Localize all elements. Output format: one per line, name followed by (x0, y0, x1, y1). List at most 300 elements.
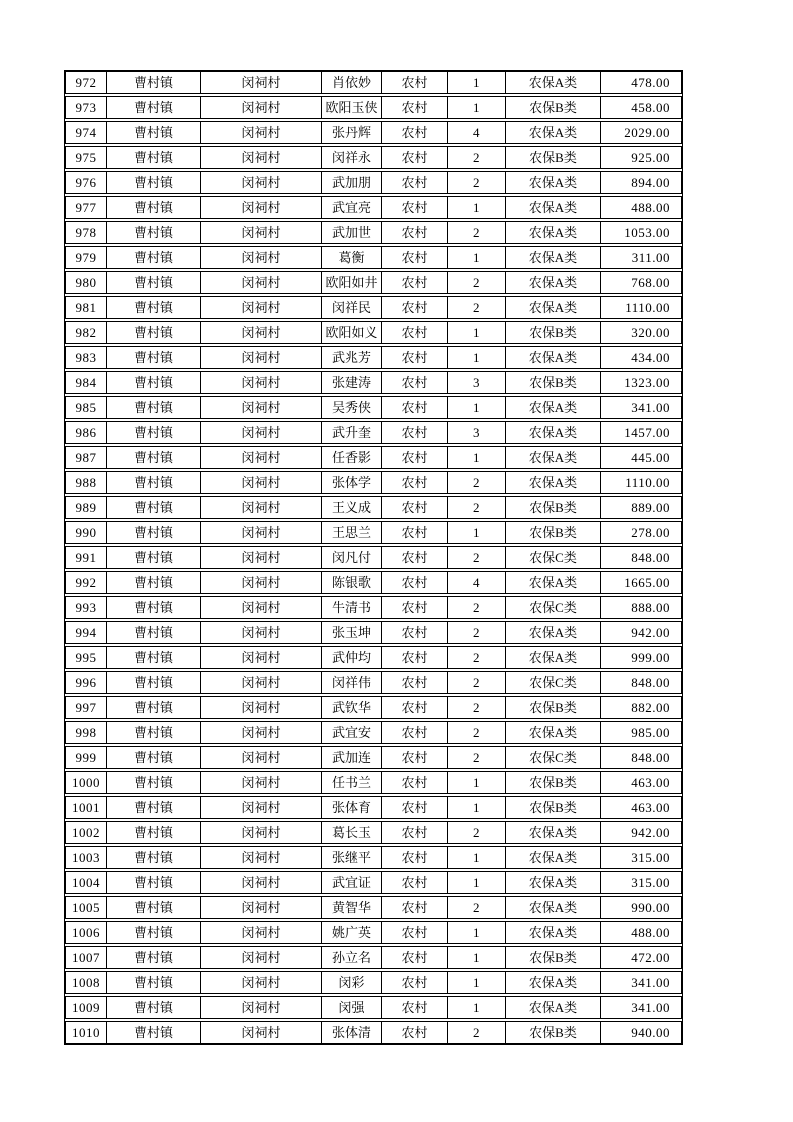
town-cell: 曹村镇 (107, 672, 201, 693)
amount-cell: 463.00 (631, 775, 670, 790)
table-row (65, 146, 682, 169)
amount-cell: 463.00 (631, 800, 670, 815)
name-cell: 肖依妙 (322, 72, 382, 93)
name-cell: 欧阳如义 (322, 322, 382, 343)
area-type-cell: 农村 (382, 997, 448, 1018)
town-cell: 曹村镇 (107, 622, 201, 643)
table-row (65, 471, 682, 494)
serial-number-cell: 977 (66, 197, 107, 218)
area-type-cell: 农村 (382, 872, 448, 893)
area-type-cell: 农村 (382, 797, 448, 818)
amount-cell: 942.00 (631, 825, 670, 840)
person-count-cell: 1 (448, 197, 506, 218)
serial-number-cell: 983 (66, 347, 107, 368)
town-cell: 曹村镇 (107, 722, 201, 743)
serial-number-cell: 989 (66, 497, 107, 518)
village-cell: 闵祠村 (201, 472, 322, 493)
serial-number-cell: 974 (66, 122, 107, 143)
area-type-cell: 农村 (382, 947, 448, 968)
table-row (65, 446, 682, 469)
person-count-cell: 1 (448, 797, 506, 818)
person-count-cell: 2 (448, 272, 506, 293)
serial-number-cell: 975 (66, 147, 107, 168)
amount-cell: 990.00 (631, 900, 670, 915)
name-cell: 武加连 (322, 747, 382, 768)
table-row (65, 346, 682, 369)
town-cell: 曹村镇 (107, 972, 201, 993)
name-cell: 黄智华 (322, 897, 382, 918)
serial-number-cell: 980 (66, 272, 107, 293)
table-row (65, 1021, 682, 1044)
serial-number-cell: 1005 (66, 897, 107, 918)
name-cell: 张玉坤 (322, 622, 382, 643)
person-count-cell: 1 (448, 922, 506, 943)
person-count-cell: 1 (448, 72, 506, 93)
name-cell: 武加世 (322, 222, 382, 243)
town-cell: 曹村镇 (107, 122, 201, 143)
person-count-cell: 2 (448, 172, 506, 193)
table-row (65, 271, 682, 294)
amount-cell: 925.00 (631, 150, 670, 165)
serial-number-cell: 993 (66, 597, 107, 618)
name-cell: 武仲均 (322, 647, 382, 668)
amount-cell: 1110.00 (625, 300, 670, 315)
town-cell: 曹村镇 (107, 272, 201, 293)
name-cell: 王义成 (322, 497, 382, 518)
serial-number-cell: 1009 (66, 997, 107, 1018)
amount-cell: 768.00 (631, 275, 670, 290)
name-cell: 牛清书 (322, 597, 382, 618)
village-cell: 闵祠村 (201, 572, 322, 593)
town-cell: 曹村镇 (107, 147, 201, 168)
serial-number-cell: 984 (66, 372, 107, 393)
insurance-category-cell: 农保A类 (506, 122, 601, 143)
person-count-cell: 1 (448, 972, 506, 993)
area-type-cell: 农村 (382, 922, 448, 943)
village-cell: 闵祠村 (201, 647, 322, 668)
town-cell: 曹村镇 (107, 447, 201, 468)
amount-cell: 445.00 (631, 450, 670, 465)
person-count-cell: 3 (448, 372, 506, 393)
village-cell: 闵祠村 (201, 797, 322, 818)
village-cell: 闵祠村 (201, 172, 322, 193)
insurance-category-cell: 农保B类 (506, 1022, 601, 1043)
area-type-cell: 农村 (382, 672, 448, 693)
name-cell: 武宜亮 (322, 197, 382, 218)
name-cell: 欧阳如井 (322, 272, 382, 293)
town-cell: 曹村镇 (107, 372, 201, 393)
town-cell: 曹村镇 (107, 172, 201, 193)
amount-cell: 311.00 (631, 250, 670, 265)
table-row (65, 321, 682, 344)
village-cell: 闵祠村 (201, 822, 322, 843)
person-count-cell: 1 (448, 522, 506, 543)
area-type-cell: 农村 (382, 722, 448, 743)
area-type-cell: 农村 (382, 547, 448, 568)
town-cell: 曹村镇 (107, 72, 201, 93)
insurance-category-cell: 农保A类 (506, 422, 601, 443)
person-count-cell: 2 (448, 222, 506, 243)
town-cell: 曹村镇 (107, 572, 201, 593)
serial-number-cell: 979 (66, 247, 107, 268)
area-type-cell: 农村 (382, 747, 448, 768)
village-cell: 闵祠村 (201, 447, 322, 468)
table-row (65, 821, 682, 844)
insurance-category-cell: 农保A类 (506, 447, 601, 468)
insurance-category-cell: 农保A类 (506, 997, 601, 1018)
insurance-category-cell: 农保A类 (506, 197, 601, 218)
area-type-cell: 农村 (382, 597, 448, 618)
person-count-cell: 1 (448, 322, 506, 343)
table-row (65, 296, 682, 319)
amount-cell: 488.00 (631, 925, 670, 940)
town-cell: 曹村镇 (107, 547, 201, 568)
area-type-cell: 农村 (382, 647, 448, 668)
serial-number-cell: 985 (66, 397, 107, 418)
amount-cell: 848.00 (631, 675, 670, 690)
village-cell: 闵祠村 (201, 372, 322, 393)
name-cell: 闵强 (322, 997, 382, 1018)
village-cell: 闵祠村 (201, 222, 322, 243)
town-cell: 曹村镇 (107, 747, 201, 768)
serial-number-cell: 981 (66, 297, 107, 318)
amount-cell: 278.00 (631, 525, 670, 540)
insurance-category-cell: 农保A类 (506, 822, 601, 843)
table-row (65, 846, 682, 869)
village-cell: 闵祠村 (201, 922, 322, 943)
person-count-cell: 1 (448, 997, 506, 1018)
name-cell: 武加朋 (322, 172, 382, 193)
table-row (65, 671, 682, 694)
serial-number-cell: 987 (66, 447, 107, 468)
town-cell: 曹村镇 (107, 922, 201, 943)
area-type-cell: 农村 (382, 822, 448, 843)
town-cell: 曹村镇 (107, 422, 201, 443)
insurance-category-cell: 农保B类 (506, 797, 601, 818)
name-cell: 张体育 (322, 797, 382, 818)
person-count-cell: 1 (448, 772, 506, 793)
town-cell: 曹村镇 (107, 797, 201, 818)
person-count-cell: 1 (448, 847, 506, 868)
amount-cell: 341.00 (631, 975, 670, 990)
village-cell: 闵祠村 (201, 72, 322, 93)
village-cell: 闵祠村 (201, 297, 322, 318)
person-count-cell: 2 (448, 297, 506, 318)
serial-number-cell: 1008 (66, 972, 107, 993)
area-type-cell: 农村 (382, 197, 448, 218)
amount-cell: 320.00 (631, 325, 670, 340)
person-count-cell: 2 (448, 747, 506, 768)
table-row (65, 396, 682, 419)
person-count-cell: 4 (448, 122, 506, 143)
amount-cell: 940.00 (631, 1025, 670, 1040)
table-row (65, 721, 682, 744)
table-row (65, 521, 682, 544)
person-count-cell: 1 (448, 247, 506, 268)
serial-number-cell: 1003 (66, 847, 107, 868)
table-row (65, 871, 682, 894)
person-count-cell: 2 (448, 822, 506, 843)
insurance-category-cell: 农保A类 (506, 922, 601, 943)
town-cell: 曹村镇 (107, 897, 201, 918)
area-type-cell: 农村 (382, 847, 448, 868)
table-row (65, 121, 682, 144)
name-cell: 张体清 (322, 1022, 382, 1043)
area-type-cell: 农村 (382, 247, 448, 268)
village-cell: 闵祠村 (201, 147, 322, 168)
person-count-cell: 2 (448, 147, 506, 168)
area-type-cell: 农村 (382, 172, 448, 193)
town-cell: 曹村镇 (107, 522, 201, 543)
person-count-cell: 1 (448, 347, 506, 368)
person-count-cell: 2 (448, 547, 506, 568)
table-row (65, 546, 682, 569)
name-cell: 武升奎 (322, 422, 382, 443)
amount-cell: 999.00 (631, 650, 670, 665)
village-cell: 闵祠村 (201, 847, 322, 868)
insurance-category-cell: 农保B类 (506, 522, 601, 543)
area-type-cell: 农村 (382, 697, 448, 718)
person-count-cell: 2 (448, 647, 506, 668)
village-cell: 闵祠村 (201, 547, 322, 568)
name-cell: 葛长玉 (322, 822, 382, 843)
village-cell: 闵祠村 (201, 997, 322, 1018)
amount-cell: 315.00 (631, 875, 670, 890)
name-cell: 欧阳玉侠 (322, 97, 382, 118)
amount-cell: 1110.00 (625, 475, 670, 490)
person-count-cell: 2 (448, 897, 506, 918)
town-cell: 曹村镇 (107, 997, 201, 1018)
insurance-category-cell: 农保C类 (506, 597, 601, 618)
amount-cell: 1053.00 (624, 225, 670, 240)
name-cell: 闵祥永 (322, 147, 382, 168)
area-type-cell: 农村 (382, 72, 448, 93)
village-cell: 闵祠村 (201, 947, 322, 968)
table-row (65, 71, 682, 94)
insurance-category-cell: 农保A类 (506, 297, 601, 318)
table-row (65, 596, 682, 619)
name-cell: 武宜证 (322, 872, 382, 893)
amount-cell: 942.00 (631, 625, 670, 640)
name-cell: 姚广英 (322, 922, 382, 943)
amount-cell: 458.00 (631, 100, 670, 115)
table-row (65, 621, 682, 644)
amount-cell: 1323.00 (624, 375, 670, 390)
amount-cell: 341.00 (631, 400, 670, 415)
town-cell: 曹村镇 (107, 872, 201, 893)
village-cell: 闵祠村 (201, 322, 322, 343)
name-cell: 武兆芳 (322, 347, 382, 368)
insurance-category-cell: 农保A类 (506, 647, 601, 668)
insurance-category-cell: 农保A类 (506, 847, 601, 868)
amount-cell: 848.00 (631, 550, 670, 565)
town-cell: 曹村镇 (107, 97, 201, 118)
village-cell: 闵祠村 (201, 972, 322, 993)
serial-number-cell: 1004 (66, 872, 107, 893)
area-type-cell: 农村 (382, 297, 448, 318)
table-row (65, 171, 682, 194)
person-count-cell: 2 (448, 1022, 506, 1043)
table-row (65, 771, 682, 794)
serial-number-cell: 1001 (66, 797, 107, 818)
serial-number-cell: 1007 (66, 947, 107, 968)
area-type-cell: 农村 (382, 572, 448, 593)
person-count-cell: 1 (448, 872, 506, 893)
village-cell: 闵祠村 (201, 347, 322, 368)
insurance-category-cell: 农保A类 (506, 347, 601, 368)
village-cell: 闵祠村 (201, 272, 322, 293)
insurance-category-cell: 农保A类 (506, 622, 601, 643)
amount-cell: 882.00 (631, 700, 670, 715)
insurance-category-cell: 农保A类 (506, 872, 601, 893)
village-cell: 闵祠村 (201, 722, 322, 743)
serial-number-cell: 992 (66, 572, 107, 593)
person-count-cell: 1 (448, 397, 506, 418)
insurance-category-cell: 农保A类 (506, 572, 601, 593)
insurance-category-cell: 农保A类 (506, 272, 601, 293)
area-type-cell: 农村 (382, 772, 448, 793)
town-cell: 曹村镇 (107, 647, 201, 668)
village-cell: 闵祠村 (201, 397, 322, 418)
town-cell: 曹村镇 (107, 947, 201, 968)
village-cell: 闵祠村 (201, 597, 322, 618)
area-type-cell: 农村 (382, 497, 448, 518)
name-cell: 吴秀侠 (322, 397, 382, 418)
table-row (65, 896, 682, 919)
insurance-category-cell: 农保B类 (506, 697, 601, 718)
person-count-cell: 2 (448, 497, 506, 518)
name-cell: 闵祥民 (322, 297, 382, 318)
person-count-cell: 1 (448, 947, 506, 968)
village-cell: 闵祠村 (201, 422, 322, 443)
village-cell: 闵祠村 (201, 697, 322, 718)
village-cell: 闵祠村 (201, 247, 322, 268)
person-count-cell: 1 (448, 447, 506, 468)
table-row (65, 696, 682, 719)
amount-cell: 315.00 (631, 850, 670, 865)
name-cell: 任书兰 (322, 772, 382, 793)
area-type-cell: 农村 (382, 447, 448, 468)
village-cell: 闵祠村 (201, 897, 322, 918)
area-type-cell: 农村 (382, 347, 448, 368)
insurance-category-cell: 农保B类 (506, 947, 601, 968)
amount-cell: 889.00 (631, 500, 670, 515)
area-type-cell: 农村 (382, 222, 448, 243)
person-count-cell: 2 (448, 697, 506, 718)
serial-number-cell: 982 (66, 322, 107, 343)
table-row (65, 746, 682, 769)
person-count-cell: 2 (448, 622, 506, 643)
table-row (65, 246, 682, 269)
table-row (65, 371, 682, 394)
area-type-cell: 农村 (382, 372, 448, 393)
area-type-cell: 农村 (382, 272, 448, 293)
name-cell: 武宜安 (322, 722, 382, 743)
person-count-cell: 1 (448, 97, 506, 118)
town-cell: 曹村镇 (107, 297, 201, 318)
table-row (65, 196, 682, 219)
village-cell: 闵祠村 (201, 622, 322, 643)
insurance-category-cell: 农保A类 (506, 897, 601, 918)
table-row (65, 421, 682, 444)
area-type-cell: 农村 (382, 322, 448, 343)
serial-number-cell: 976 (66, 172, 107, 193)
amount-cell: 888.00 (631, 600, 670, 615)
village-cell: 闵祠村 (201, 97, 322, 118)
insurance-category-cell: 农保A类 (506, 397, 601, 418)
village-cell: 闵祠村 (201, 522, 322, 543)
insurance-category-cell: 农保C类 (506, 672, 601, 693)
area-type-cell: 农村 (382, 472, 448, 493)
name-cell: 张体学 (322, 472, 382, 493)
serial-number-cell: 1010 (66, 1022, 107, 1043)
table-row (65, 921, 682, 944)
person-count-cell: 2 (448, 722, 506, 743)
area-type-cell: 农村 (382, 122, 448, 143)
insurance-category-cell: 农保A类 (506, 722, 601, 743)
town-cell: 曹村镇 (107, 322, 201, 343)
town-cell: 曹村镇 (107, 497, 201, 518)
village-cell: 闵祠村 (201, 197, 322, 218)
name-cell: 闵彩 (322, 972, 382, 993)
town-cell: 曹村镇 (107, 247, 201, 268)
amount-cell: 2029.00 (624, 125, 670, 140)
amount-cell: 1665.00 (624, 575, 670, 590)
name-cell: 武钦华 (322, 697, 382, 718)
serial-number-cell: 999 (66, 747, 107, 768)
town-cell: 曹村镇 (107, 1022, 201, 1043)
village-cell: 闵祠村 (201, 872, 322, 893)
amount-cell: 341.00 (631, 1000, 670, 1015)
person-count-cell: 2 (448, 472, 506, 493)
serial-number-cell: 1002 (66, 822, 107, 843)
name-cell: 王思兰 (322, 522, 382, 543)
area-type-cell: 农村 (382, 97, 448, 118)
town-cell: 曹村镇 (107, 847, 201, 868)
village-cell: 闵祠村 (201, 772, 322, 793)
area-type-cell: 农村 (382, 1022, 448, 1043)
insurance-category-cell: 农保C类 (506, 747, 601, 768)
amount-cell: 434.00 (631, 350, 670, 365)
serial-number-cell: 998 (66, 722, 107, 743)
serial-number-cell: 973 (66, 97, 107, 118)
serial-number-cell: 991 (66, 547, 107, 568)
insurance-category-cell: 农保B类 (506, 97, 601, 118)
town-cell: 曹村镇 (107, 197, 201, 218)
table-row (65, 221, 682, 244)
insurance-category-cell: 农保A类 (506, 247, 601, 268)
name-cell: 闵凡付 (322, 547, 382, 568)
table-row (65, 496, 682, 519)
insurance-category-cell: 农保B类 (506, 372, 601, 393)
name-cell: 任香影 (322, 447, 382, 468)
name-cell: 葛衡 (322, 247, 382, 268)
town-cell: 曹村镇 (107, 347, 201, 368)
serial-number-cell: 997 (66, 697, 107, 718)
amount-cell: 478.00 (631, 75, 670, 90)
serial-number-cell: 1000 (66, 772, 107, 793)
insurance-category-cell: 农保B类 (506, 322, 601, 343)
insurance-category-cell: 农保A类 (506, 72, 601, 93)
insurance-category-cell: 农保B类 (506, 772, 601, 793)
town-cell: 曹村镇 (107, 697, 201, 718)
town-cell: 曹村镇 (107, 472, 201, 493)
serial-number-cell: 972 (66, 72, 107, 93)
table-row (65, 646, 682, 669)
area-type-cell: 农村 (382, 147, 448, 168)
area-type-cell: 农村 (382, 972, 448, 993)
area-type-cell: 农村 (382, 397, 448, 418)
